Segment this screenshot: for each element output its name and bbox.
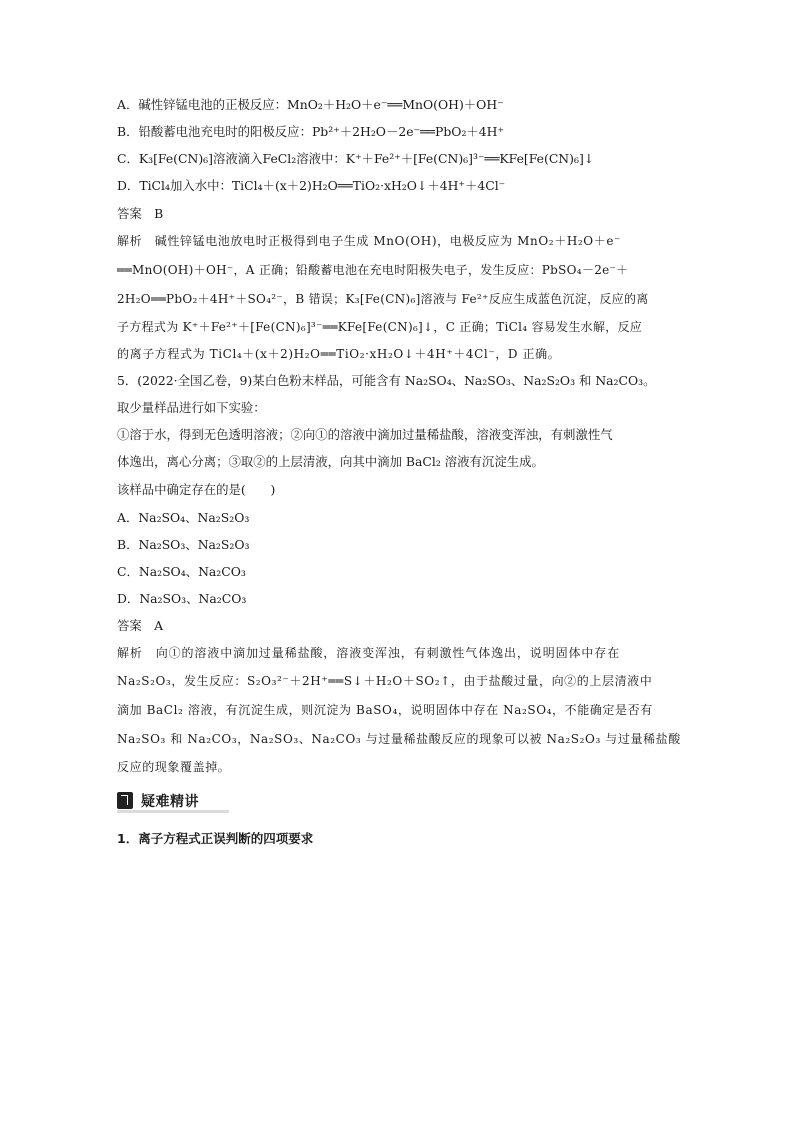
- q4-explanation-line: 的离子方程式为 TiCl₄＋(x＋2)H₂O══TiO₂·xH₂O↓＋4H⁺＋4Cl⁻，D 正确。: [117, 347, 561, 361]
- q4-explanation-line: ══MnO(OH)＋OH⁻，A 正确；铅酸蓄电池在充电时阳极失电子，发生反应：PbSO₄－2e⁻＋: [117, 263, 629, 277]
- q5-explanation-line: 解析 向①的溶液中滴加过量稀盐酸，溶液变浑浊，有刺激性气体逸出，说明固体中存在: [117, 646, 621, 660]
- q4-answer: 答案 B: [117, 206, 164, 221]
- q4-explanation-line: 2H₂O══PbO₂＋4H⁺＋SO₄²⁻，B 错误；K₃[Fe(CN)₆]溶液与 Fe²⁺反应生成蓝色沉淀，反应的离: [117, 292, 649, 306]
- q5-stem-line: ①溶于水，得到无色透明溶液；②向①的溶液中滴加过量稀盐酸，溶液变浑浊，有刺激性气: [117, 427, 613, 442]
- q4-option-c: C．K₃[Fe(CN)₆]溶液滴入FeCl₂溶液中：K⁺＋Fe²⁺＋[Fe(CN)₆]³⁻══KFe[Fe(CN)₆]↓: [117, 151, 595, 166]
- q5-explanation-line: Na₂SO₃ 和 Na₂CO₃，Na₂SO₃、Na₂CO₃ 与过量稀盐酸反应的现象可以被 Na₂S₂O₃ 与过量稀盐酸: [117, 732, 681, 746]
- section-title: 疑难精讲: [141, 794, 199, 810]
- q5-option-b: B．Na₂SO₃、Na₂S₂O₃: [117, 537, 250, 552]
- q5-stem-line: 5．(2022·全国乙卷，9)某白色粉末样品，可能含有 Na₂SO₄、Na₂SO₃、Na₂S₂O₃ 和 Na₂CO₃。: [117, 373, 656, 388]
- section-heading: [117, 790, 227, 812]
- q5-option-a: A．Na₂SO₄、Na₂S₂O₃: [117, 510, 250, 525]
- q4-option-d: D．TiCl₄加入水中：TiCl₄＋(x＋2)H₂O══TiO₂·xH₂O↓＋4H⁺＋4Cl⁻: [117, 178, 506, 193]
- q4-option-b: B．铅酸蓄电池充电时的阳极反应：Pb²⁺＋2H₂O－2e⁻══PbO₂＋4H⁺: [117, 124, 505, 139]
- section-marker-icon: [117, 792, 133, 809]
- q4-option-a: A．碱性锌锰电池的正极反应：MnO₂＋H₂O＋e⁻══MnO(OH)＋OH⁻: [117, 97, 504, 112]
- q5-option-d: D．Na₂SO₃、Na₂CO₃: [117, 591, 247, 606]
- section-item-1: 1．离子方程式正误判断的四项要求: [117, 831, 314, 846]
- q5-stem-line: 取少量样品进行如下实验：: [117, 400, 266, 415]
- section-underline: [117, 810, 229, 813]
- q4-explanation-line: 子方程式为 K⁺＋Fe²⁺＋[Fe(CN)₆]³⁻══KFe[Fe(CN)₆]↓，C 正确；TiCl₄ 容易发生水解，反应: [117, 320, 643, 334]
- q5-answer: 答案 A: [117, 618, 164, 633]
- q5-stem-line: 体逸出，离心分离；③取②的上层清液，向其中滴加 BaCl₂ 溶液有沉淀生成。: [117, 454, 544, 469]
- q4-explanation-line: 解析 碱性锌锰电池放电时正极得到电子生成 MnO(OH)，电极反应为 MnO₂＋H₂O＋e⁻: [117, 234, 621, 248]
- q5-explanation-line: Na₂S₂O₃，发生反应：S₂O₃²⁻＋2H⁺══S↓＋H₂O＋SO₂↑，由于盐酸过量，向②的上层清液中: [117, 674, 653, 688]
- q5-stem-line: 该样品中确定存在的是( ): [117, 482, 276, 497]
- q5-explanation-line: 反应的现象覆盖掉。: [117, 760, 231, 774]
- q5-option-c: C．Na₂SO₄、Na₂CO₃: [117, 564, 246, 579]
- q5-explanation-line: 滴加 BaCl₂ 溶液，有沉淀生成，则沉淀为 BaSO₄，说明固体中存在 Na₂SO₄，不能确定是否有: [117, 703, 653, 717]
